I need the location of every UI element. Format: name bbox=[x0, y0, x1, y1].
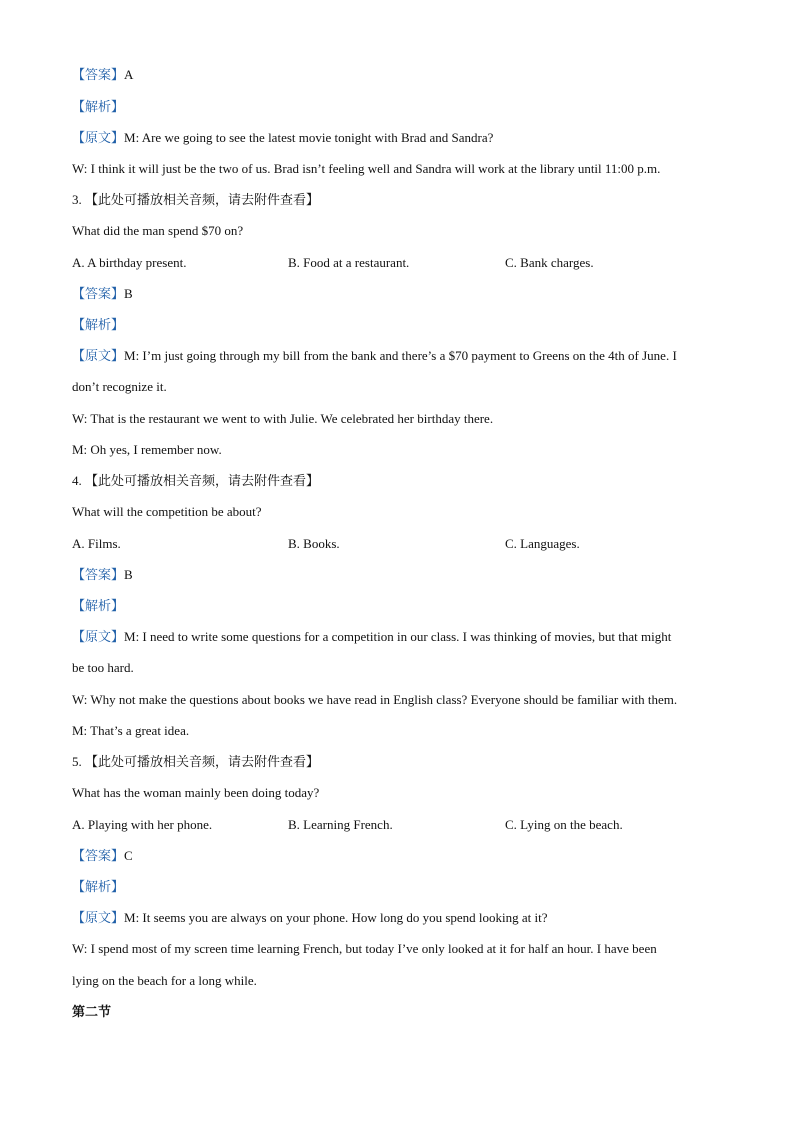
transcript-line: W: I spend most of my screen time learning French, but today I’ve only looked at it for half an hour. I have been bbox=[72, 941, 657, 956]
answer-line bbox=[72, 65, 722, 85]
audio-placeholder[interactable]: 【此处可播放相关音频，请去附件查看】 bbox=[85, 754, 320, 769]
answer-line bbox=[72, 565, 722, 585]
option-a: A. Films. bbox=[72, 536, 121, 551]
answer-value: C bbox=[124, 848, 133, 863]
analysis-line bbox=[72, 596, 722, 616]
transcript-line: W: Why not make the questions about books we have read in English class? Everyone should be familiar with them. bbox=[72, 692, 678, 707]
analysis-line bbox=[72, 97, 722, 117]
answer-line bbox=[72, 846, 722, 866]
question-number: 3. bbox=[72, 192, 82, 207]
analysis-label: 【解析】 bbox=[72, 99, 125, 114]
answer-line bbox=[72, 284, 722, 304]
option-b: B. Food at a restaurant. bbox=[288, 255, 410, 270]
transcript-line: don’t recognize it. bbox=[72, 379, 167, 394]
transcript-text: M: I’m just going through my bill from the bank and there’s a $70 payment to Greens on the 4th of June. I bbox=[124, 348, 677, 363]
original-label: 【原文】 bbox=[72, 910, 125, 925]
answer-label: 【答案】 bbox=[72, 286, 125, 301]
question-text: What has the woman mainly been doing today? bbox=[72, 785, 320, 800]
option-c: C. Languages. bbox=[505, 536, 580, 551]
option-c: C. Lying on the beach. bbox=[505, 817, 623, 832]
option-a: A. A birthday present. bbox=[72, 255, 187, 270]
options-row bbox=[72, 534, 722, 554]
option-b: B. Learning French. bbox=[288, 817, 393, 832]
transcript-text: M: I need to write some questions for a competition in our class. I was thinking of movies, but that might bbox=[124, 629, 672, 644]
question-header bbox=[72, 471, 722, 491]
answer-label: 【答案】 bbox=[72, 67, 125, 82]
question-header bbox=[72, 752, 722, 772]
answer-label: 【答案】 bbox=[72, 567, 125, 582]
options-row bbox=[72, 253, 722, 273]
transcript-text: M: It seems you are always on your phone. How long do you spend looking at it? bbox=[124, 910, 548, 925]
transcript-line bbox=[72, 627, 722, 647]
question-text: What did the man spend $70 on? bbox=[72, 223, 244, 238]
analysis-line bbox=[72, 315, 722, 335]
options-row bbox=[72, 815, 722, 835]
audio-placeholder[interactable]: 【此处可播放相关音频，请去附件查看】 bbox=[85, 192, 320, 207]
answer-label: 【答案】 bbox=[72, 848, 125, 863]
option-a: A. Playing with her phone. bbox=[72, 817, 213, 832]
audio-placeholder[interactable]: 【此处可播放相关音频，请去附件查看】 bbox=[85, 473, 320, 488]
transcript-line: lying on the beach for a long while. bbox=[72, 973, 257, 988]
question-number: 5. bbox=[72, 754, 82, 769]
transcript-line: be too hard. bbox=[72, 660, 134, 675]
transcript-line bbox=[72, 908, 722, 928]
transcript-line bbox=[72, 346, 722, 366]
analysis-line bbox=[72, 877, 722, 897]
question-header bbox=[72, 190, 722, 210]
analysis-label: 【解析】 bbox=[72, 598, 125, 613]
option-c: C. Bank charges. bbox=[505, 255, 594, 270]
transcript-text: M: Are we going to see the latest movie tonight with Brad and Sandra? bbox=[124, 130, 494, 145]
transcript-line: W: I think it will just be the two of us. Brad isn’t feeling well and Sandra will work at the library until 11:00 p.m. bbox=[72, 161, 661, 176]
original-label: 【原文】 bbox=[72, 130, 125, 145]
transcript-line bbox=[72, 128, 722, 148]
question-number: 4. bbox=[72, 473, 82, 488]
original-label: 【原文】 bbox=[72, 348, 125, 363]
original-label: 【原文】 bbox=[72, 629, 125, 644]
analysis-label: 【解析】 bbox=[72, 879, 125, 894]
transcript-line: W: That is the restaurant we went to with Julie. We celebrated her birthday there. bbox=[72, 411, 494, 426]
option-b: B. Books. bbox=[288, 536, 340, 551]
answer-value: B bbox=[124, 567, 133, 582]
answer-value: A bbox=[124, 67, 134, 82]
question-text: What will the competition be about? bbox=[72, 504, 262, 519]
section-heading: 第二节 bbox=[72, 1004, 112, 1019]
analysis-label: 【解析】 bbox=[72, 317, 125, 332]
answer-value: B bbox=[124, 286, 133, 301]
transcript-line: M: That’s a great idea. bbox=[72, 723, 190, 738]
transcript-line: M: Oh yes, I remember now. bbox=[72, 442, 222, 457]
